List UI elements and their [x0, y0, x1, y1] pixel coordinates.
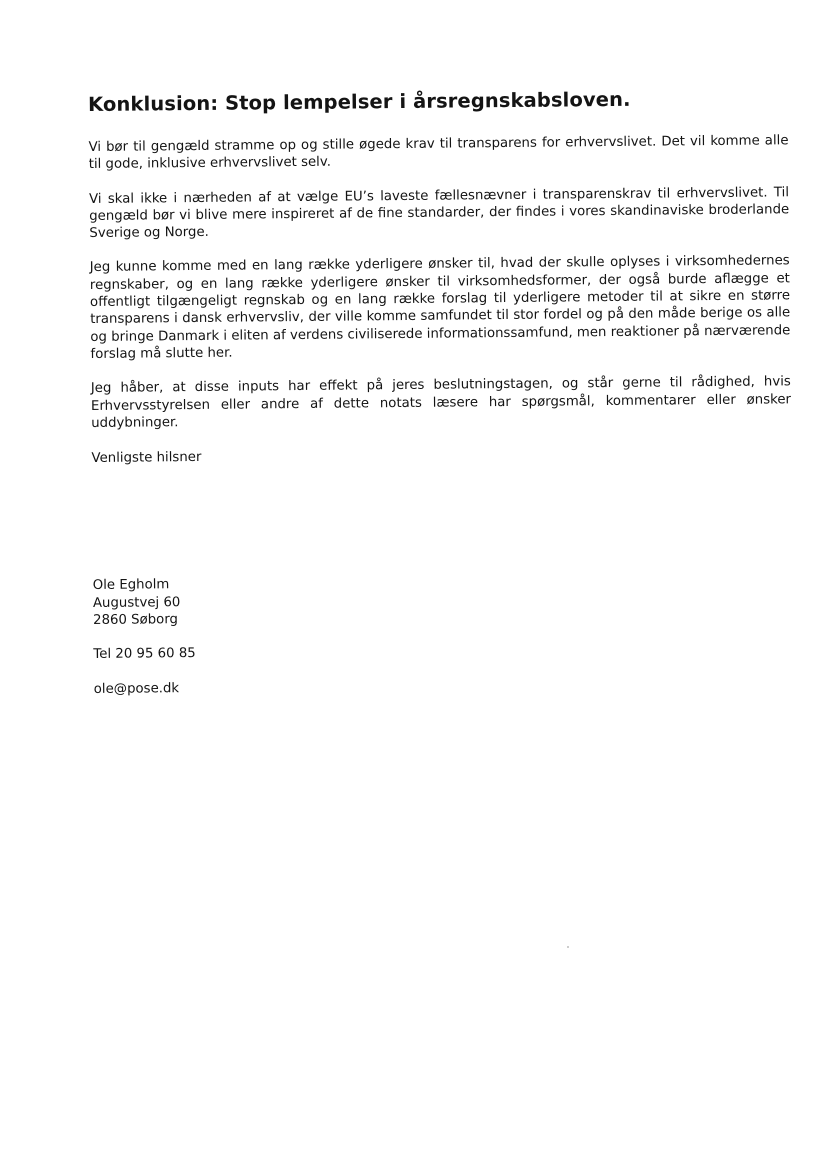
- paragraph-eu-standards: Vi skal ikke i nærheden af at vælge EU’s laveste fællesnævner i transparenskrav til erhvervslivet. Til gengæld bør vi blive mere inspireret af de fine standarder, der findes i vores skandinaviske broderlande Sverige og Norge.: [88, 184, 790, 242]
- sender-email: ole@pose.dk: [93, 680, 180, 697]
- sender-phone: Tel 20 95 60 85: [93, 646, 196, 663]
- sender-name: Ole Egholm: [92, 577, 170, 594]
- signature-block: [93, 571, 794, 698]
- paragraph-available-for-questions: Jeg håber, at disse inputs har effekt på jeres beslutningstagen, og står gerne til rådighed, hvis Erhvervsstyrelsen eller andre af dette notats læsere har spørgsmål, kommentarer eller ønsker uddybninger.: [90, 374, 792, 431]
- paragraph-further-wishes: Jeg kunne komme med en lang række yderligere ønsker til, hvad der skulle oplyses i virksomhedernes regnskaber, og en lang række yderligere ønsker til virksomhedsformer, der også burde aflægge et offentligt tilgængeligt regnskab og en lang række forslag til yderligere metoder til at sikre en større transparens i dansk erhvervsliv, der ville komme samfundet til stor fordel og på den måde berige os alle og bringe Danmark i eliten af verdens civiliserede informationssamfund, men reaktioner på nærværende forslag må slutte her.: [89, 253, 791, 362]
- scan-speck: [567, 946, 569, 948]
- letter-content: [88, 85, 794, 698]
- paragraph-tighten-requirements: Vi bør til gengæld stramme op og stille øgede krav til transparens for erhvervslivet. Det vil komme alle til gode, inklusive erhvervslivet selv.: [88, 133, 789, 173]
- sender-street: Augustvej 60: [92, 594, 181, 611]
- sender-city: 2860 Søborg: [93, 612, 179, 629]
- closing-greeting: Venligste hilsner: [91, 450, 202, 467]
- conclusion-heading: Konklusion: Stop lempelser i årsregnskabsloven.: [88, 87, 631, 116]
